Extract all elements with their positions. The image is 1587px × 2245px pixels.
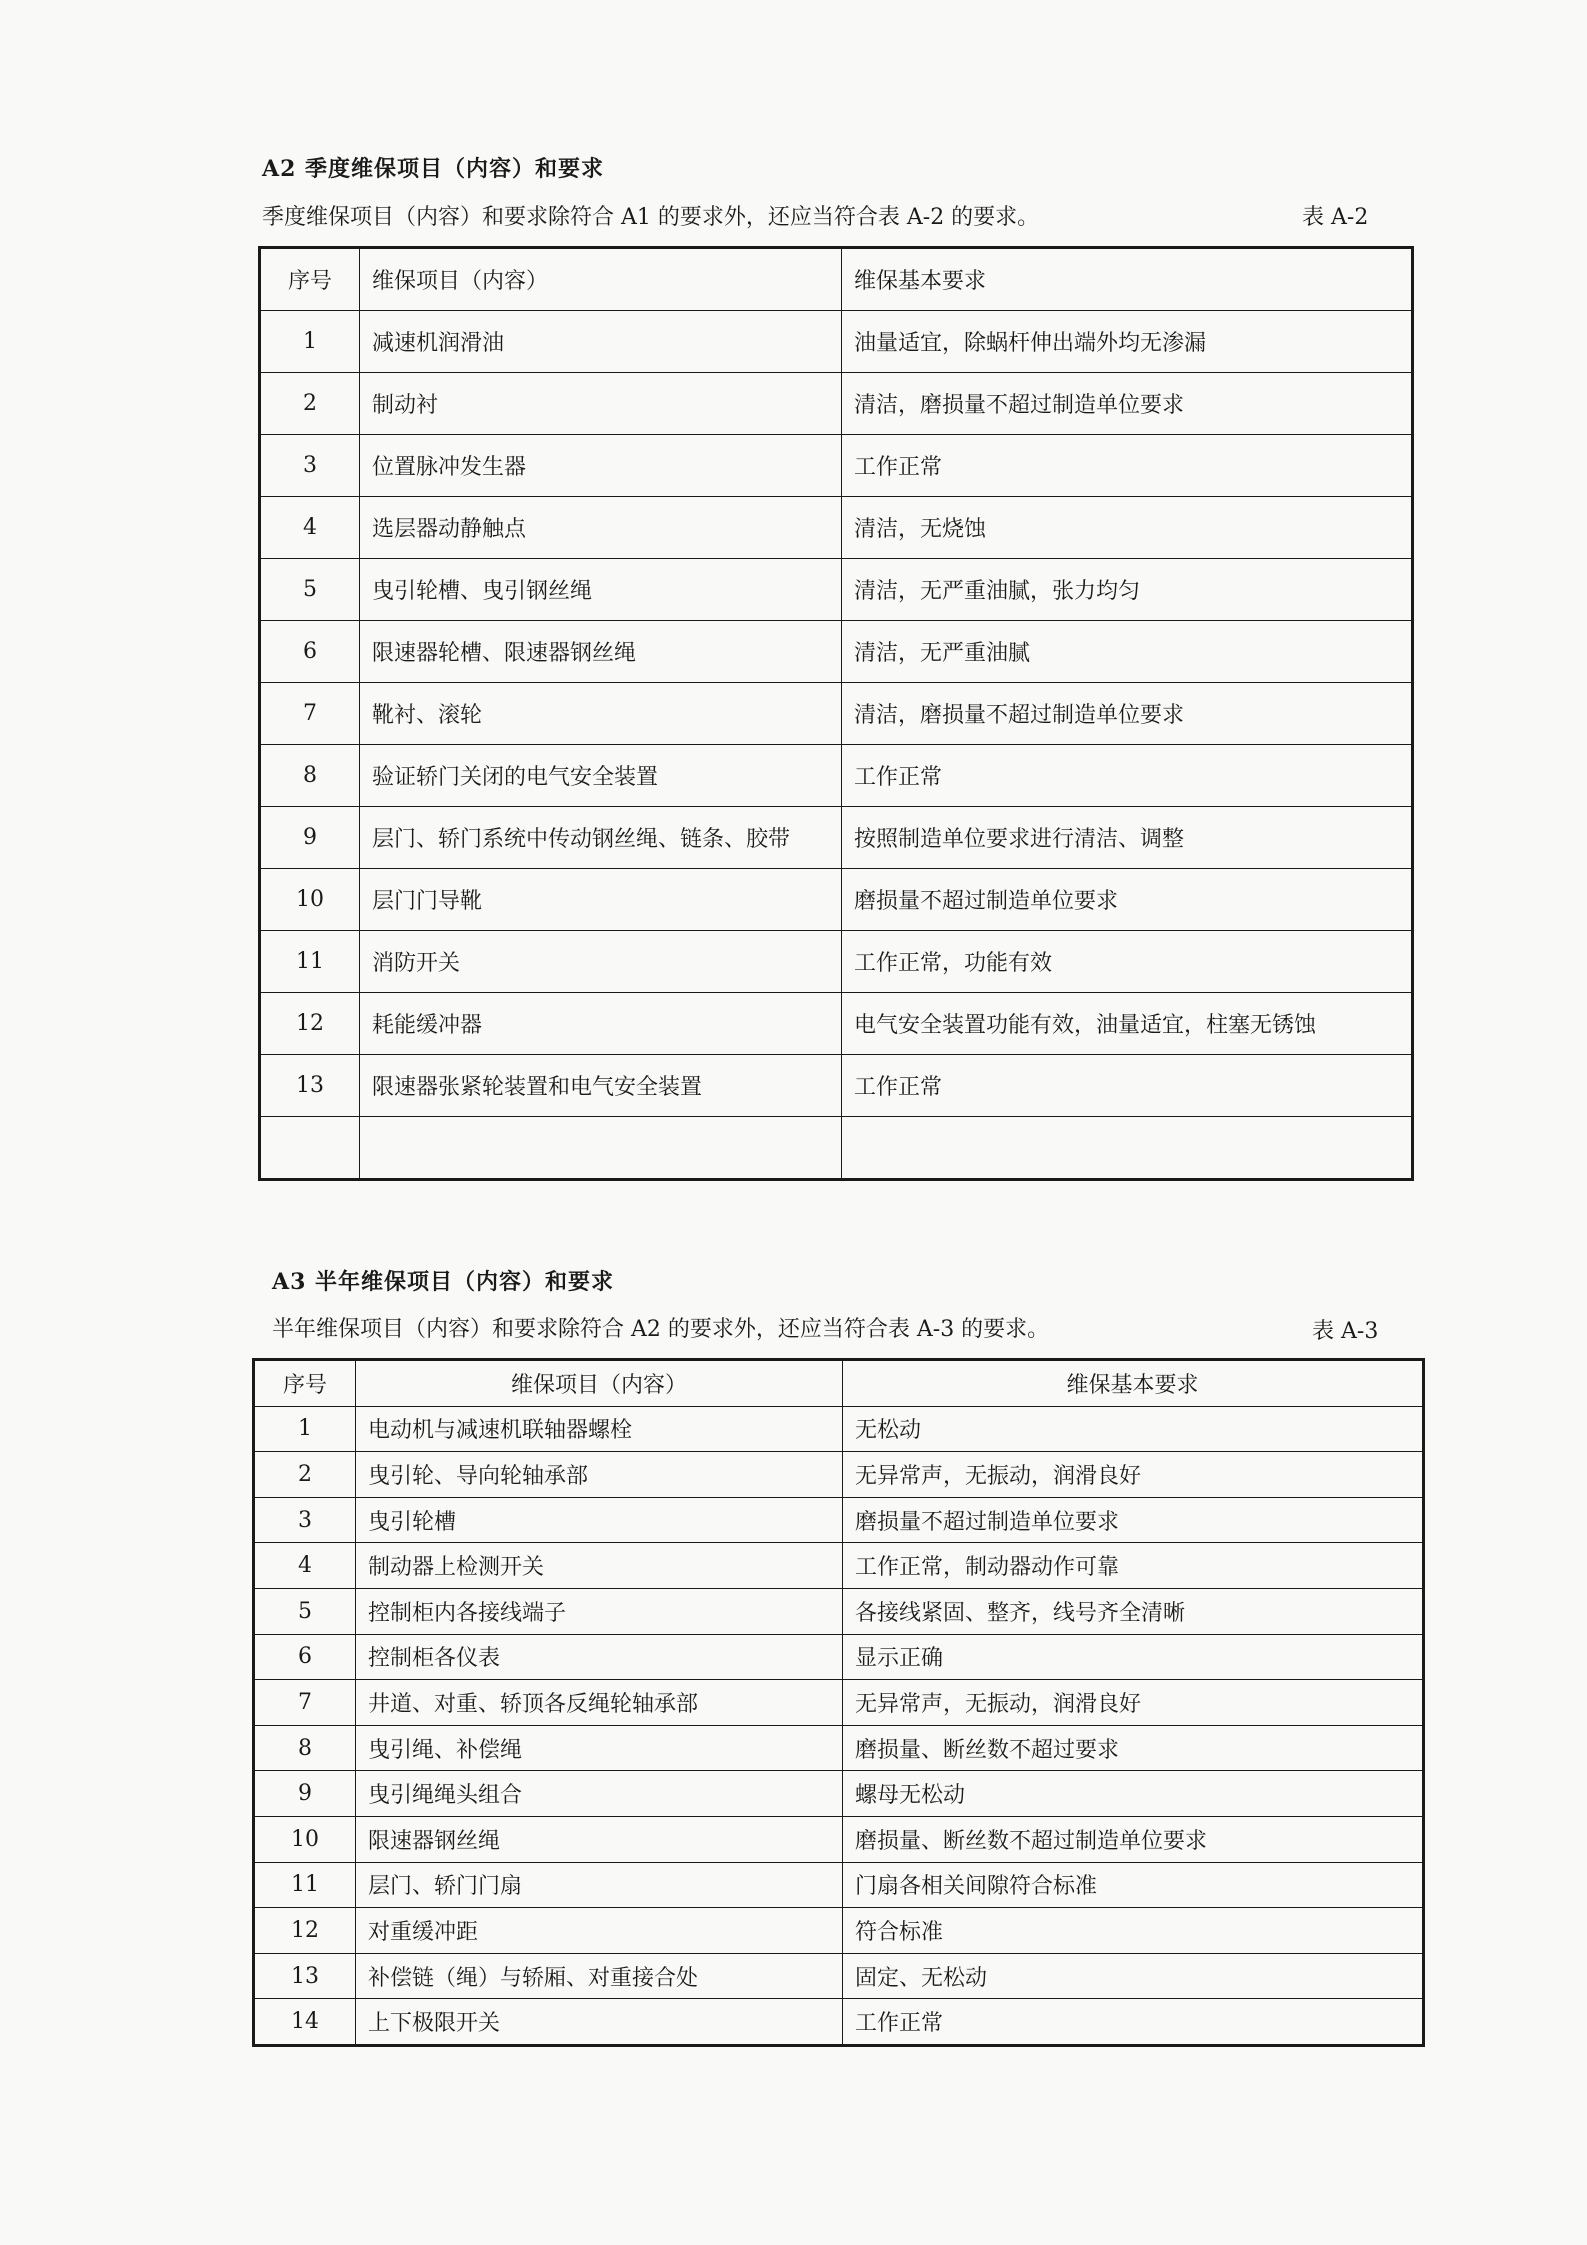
table-row: [260, 931, 1413, 993]
row-number: 5: [260, 559, 360, 621]
row-item: 曳引轮、导向轮轴承部: [356, 1452, 843, 1498]
row-requirement: 工作正常: [842, 1055, 1413, 1117]
row-requirement: 无松动: [843, 1406, 1424, 1452]
row-item: 曳引轮槽、曳引钢丝绳: [360, 559, 842, 621]
table-header-row: [254, 1360, 1424, 1407]
section-title: A2 季度维保项目（内容）和要求: [262, 156, 605, 182]
table-row: [260, 497, 1413, 559]
row-requirement: 工作正常: [842, 435, 1413, 497]
row-item: 层门门导靴: [360, 869, 842, 931]
table-row: [260, 1055, 1413, 1117]
row-requirement: 工作正常，功能有效: [842, 931, 1413, 993]
row-number: 9: [254, 1771, 356, 1817]
section-description: 半年维保项目（内容）和要求除符合 A2 的要求外，还应当符合表 A-3 的要求。: [272, 1317, 1050, 1342]
row-number: 6: [260, 621, 360, 683]
row-number: 10: [254, 1816, 356, 1862]
row-item: 控制柜内各接线端子: [356, 1588, 843, 1634]
row-item: 消防开关: [360, 931, 842, 993]
row-requirement: 固定、无松动: [843, 1953, 1424, 1999]
row-number: 2: [260, 373, 360, 435]
table-row: [260, 683, 1413, 745]
row-number: 12: [260, 993, 360, 1055]
section-description: 季度维保项目（内容）和要求除符合 A1 的要求外，还应当符合表 A-2 的要求。: [262, 205, 1040, 230]
table-row: [260, 869, 1413, 931]
row-item: 曳引绳、补偿绳: [356, 1725, 843, 1771]
row-requirement: 磨损量、断丝数不超过要求: [843, 1725, 1424, 1771]
row-requirement: 清洁，磨损量不超过制造单位要求: [842, 683, 1413, 745]
row-item: 制动衬: [360, 373, 842, 435]
row-number: 9: [260, 807, 360, 869]
table-row: [254, 1725, 1424, 1771]
row-item: 井道、对重、轿顶各反绳轮轴承部: [356, 1680, 843, 1726]
row-number: 1: [254, 1406, 356, 1452]
row-number: 3: [260, 435, 360, 497]
row-requirement: 清洁，无烧蚀: [842, 497, 1413, 559]
row-requirement: 电气安全装置功能有效，油量适宜，柱塞无锈蚀: [842, 993, 1413, 1055]
table-row: [254, 1497, 1424, 1543]
row-item: [360, 1117, 842, 1180]
row-requirement: 油量适宜，除蜗杆伸出端外均无渗漏: [842, 311, 1413, 373]
table-label: 表 A-2: [1302, 205, 1369, 230]
table-row: [254, 1999, 1424, 2046]
row-number: 11: [260, 931, 360, 993]
row-number: 5: [254, 1588, 356, 1634]
row-requirement: 各接线紧固、整齐，线号齐全清晰: [843, 1588, 1424, 1634]
row-item: 位置脉冲发生器: [360, 435, 842, 497]
row-item: 补偿链（绳）与轿厢、对重接合处: [356, 1953, 843, 1999]
row-item: 对重缓冲距: [356, 1908, 843, 1954]
row-item: 限速器钢丝绳: [356, 1816, 843, 1862]
table-row: [254, 1543, 1424, 1589]
header-req: 维保基本要求: [842, 248, 1413, 311]
header-num: 序号: [254, 1360, 356, 1407]
row-item: 制动器上检测开关: [356, 1543, 843, 1589]
header-item: 维保项目（内容）: [356, 1360, 843, 1407]
table-header-row: [260, 248, 1413, 311]
table-row: [254, 1862, 1424, 1908]
table-row: [260, 559, 1413, 621]
row-requirement: 工作正常，制动器动作可靠: [843, 1543, 1424, 1589]
row-requirement: 磨损量不超过制造单位要求: [843, 1497, 1424, 1543]
row-requirement: 工作正常: [843, 1999, 1424, 2046]
row-requirement: 清洁，无严重油腻: [842, 621, 1413, 683]
row-item: 层门、轿门系统中传动钢丝绳、链条、胶带: [360, 807, 842, 869]
row-number: 2: [254, 1452, 356, 1498]
row-requirement: 按照制造单位要求进行清洁、调整: [842, 807, 1413, 869]
row-requirement: [842, 1117, 1413, 1180]
row-requirement: 工作正常: [842, 745, 1413, 807]
row-item: 曳引绳绳头组合: [356, 1771, 843, 1817]
table-row: [260, 745, 1413, 807]
row-number: 8: [260, 745, 360, 807]
row-requirement: 磨损量不超过制造单位要求: [842, 869, 1413, 931]
table-row: [254, 1816, 1424, 1862]
row-item: 限速器轮槽、限速器钢丝绳: [360, 621, 842, 683]
row-requirement: 清洁，无严重油腻，张力均匀: [842, 559, 1413, 621]
table-row: [260, 621, 1413, 683]
row-number: 1: [260, 311, 360, 373]
header-req: 维保基本要求: [843, 1360, 1424, 1407]
table-row: [254, 1908, 1424, 1954]
row-requirement: 符合标准: [843, 1908, 1424, 1954]
table-label: 表 A-3: [1312, 1319, 1379, 1344]
row-item: 曳引轮槽: [356, 1497, 843, 1543]
row-number: 11: [254, 1862, 356, 1908]
row-item: 限速器张紧轮装置和电气安全装置: [360, 1055, 842, 1117]
table-row: [254, 1634, 1424, 1680]
row-number: 10: [260, 869, 360, 931]
table-row: [260, 807, 1413, 869]
row-item: 电动机与减速机联轴器螺栓: [356, 1406, 843, 1452]
row-number: 13: [260, 1055, 360, 1117]
row-item: 控制柜各仪表: [356, 1634, 843, 1680]
table-row: [254, 1588, 1424, 1634]
row-number: 12: [254, 1908, 356, 1954]
row-number: 8: [254, 1725, 356, 1771]
table-row: [254, 1452, 1424, 1498]
row-number: 7: [254, 1680, 356, 1726]
row-requirement: 清洁，磨损量不超过制造单位要求: [842, 373, 1413, 435]
table-row: [254, 1406, 1424, 1452]
maintenance-table-a2: [258, 246, 1414, 1181]
row-number: 7: [260, 683, 360, 745]
row-number: 4: [260, 497, 360, 559]
row-item: 层门、轿门门扇: [356, 1862, 843, 1908]
table-row: [260, 435, 1413, 497]
row-number: [260, 1117, 360, 1180]
row-requirement: 显示正确: [843, 1634, 1424, 1680]
table-row: [260, 311, 1413, 373]
maintenance-table-a3: [252, 1358, 1425, 2047]
row-item: 耗能缓冲器: [360, 993, 842, 1055]
row-requirement: 螺母无松动: [843, 1771, 1424, 1817]
row-requirement: 磨损量、断丝数不超过制造单位要求: [843, 1816, 1424, 1862]
table-row: [254, 1680, 1424, 1726]
table-row: [254, 1953, 1424, 1999]
row-number: 4: [254, 1543, 356, 1589]
row-item: 选层器动静触点: [360, 497, 842, 559]
row-item: 减速机润滑油: [360, 311, 842, 373]
row-item: 靴衬、滚轮: [360, 683, 842, 745]
table-row: [260, 373, 1413, 435]
row-item: 验证轿门关闭的电气安全装置: [360, 745, 842, 807]
header-num: 序号: [260, 248, 360, 311]
row-number: 13: [254, 1953, 356, 1999]
table-row: [254, 1771, 1424, 1817]
row-number: 6: [254, 1634, 356, 1680]
row-requirement: 无异常声，无振动，润滑良好: [843, 1452, 1424, 1498]
row-requirement: 门扇各相关间隙符合标准: [843, 1862, 1424, 1908]
row-number: 3: [254, 1497, 356, 1543]
row-number: 14: [254, 1999, 356, 2046]
row-item: 上下极限开关: [356, 1999, 843, 2046]
table-row: [260, 993, 1413, 1055]
header-item: 维保项目（内容）: [360, 248, 842, 311]
section-title: A3 半年维保项目（内容）和要求: [272, 1269, 615, 1295]
table-row: [260, 1117, 1413, 1180]
row-requirement: 无异常声，无振动，润滑良好: [843, 1680, 1424, 1726]
